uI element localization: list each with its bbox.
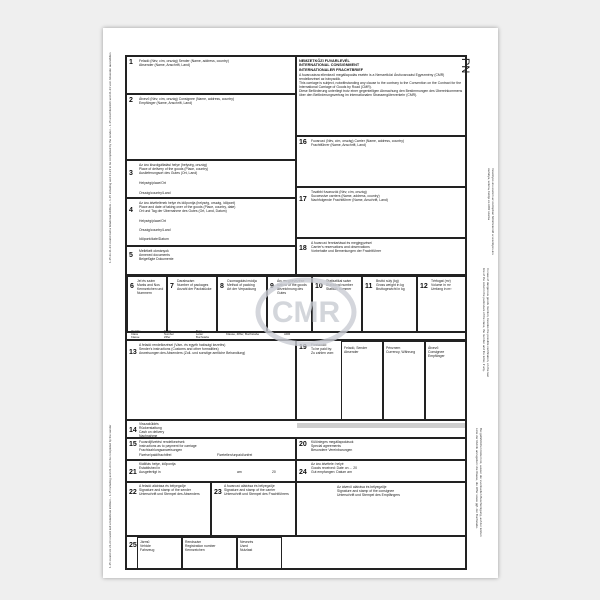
box-12-volume[interactable] [417,276,467,332]
box-18-reservations[interactable] [296,238,466,275]
box-19-to-be-paid[interactable] [296,340,466,420]
vehicle-col[interactable] [137,537,182,570]
adr-label: ADR [284,332,291,336]
right-margin-top-text: Veszélyes áru esetén az oszlopban feltüntetendő a veszélyes áru osztálya, száma, betűje és ADR száma [487,168,495,255]
box-number: 15 [129,441,137,448]
form-legal-text: A fuvarozásra ellenkező megállapodás esetén is a Nemzetközi Árufuvarozási Egyezmény (CMR) rendelkezései az irányadók. This carriage is subject, notwithstanding any clause to the contrary to the Convention on the Contract for the International Carriage of Goods by Road (CMR). Diese Beförderung unterliegt trotz einer gegenteiligen Abmachung den Bestimmungen des Übereinkommens über den Beförderungsvertrag im internationalen Strassengüterverkehr (CMR). [299,73,463,97]
box-number: 3 [129,170,133,177]
box-label: Mellékelt okmányok Annexed documents Beigefügte Dokumente [139,249,174,261]
box-label: Térfogat (m³) Volume in m³ Umfang in m³ [431,279,452,291]
box-22-sender-signature[interactable] [126,482,211,536]
col-label: Rendszám Registration number Kennzeichen [185,540,216,552]
country-line: Ország/country/Land [139,191,171,195]
box-number: 17 [299,196,307,203]
cmr-form [125,55,467,570]
box-label: További fuvarozók (Név, cím, ország) Successive carriers (Name, address, country) Nachfolgende Frachtführer (Name, Anschrift, Land) [311,190,388,202]
unpaid-option[interactable]: Fizetetlen/unpaid/unfrei [217,453,253,457]
box-14-cash-on-delivery[interactable] [126,420,466,438]
left-margin-top-text: 1-15 és 21-23 rovatot kell a feladónak kitölteni – 1-15 including and 21-23 to be completed by the sender – 1-15 einschliesslich und 21-23 vom Absender auszufüllen [108,52,112,263]
box-label: Kiállítás helye, időpontja Established in Ausgefertigt in [139,462,176,474]
box-16-carrier[interactable] [296,136,466,187]
right-margin-bottom-text: In case of dangerous goods mention, besides the possible certification, on the last line of the column the particulars of the class, the number and the letter, if any. [482,268,490,377]
box-label: Az áru kiszolgáltatási helye (helység, ország) Place of delivery of the goods (Place, country) Auslieferungsort des Gutes (Ort, Land) [139,163,209,175]
box-header [296,56,466,136]
box-label: Feladó (Név, cím, ország) Sender (Name, address, country) Absender (Name, Anschrift, Land) [139,59,229,67]
box-label: Különleges megállapodások Special agreements Besondere Vereinbarungen [311,440,354,452]
box-label: Fizetendő: To be paid by: Zu zahlen vom: [311,343,335,355]
box-number: 20 [299,441,307,448]
watermark-text: CMR [271,296,341,329]
box-label: A feladó aláírása és bélyegzője Signature and stamp of the sender Unterschrift und Stempel des Absenders [139,484,200,496]
box-20-special-agreements[interactable] [296,438,466,460]
col-label: Átvevő Consignee Empfänger [428,346,445,358]
left-margin-bottom-text: 1-15 rovatot és 21-23 rovatot kell a feladónak kitölteni – 1-15 including and 21-23 to be completed by the sender [108,424,112,568]
box-label: Visszaküldés Rückerstattung Cash on delivery Nachnahme [139,422,165,438]
cmr-sheet [103,28,498,578]
box-number: 12 [420,283,428,290]
box-label: A fuvarozó fenntartásai és megjegyzései Carrier's reservations and observations Vorbehalte und Bemerkungen der Frachtführer [311,241,382,253]
adr-number: Szám Number Ziffer [164,329,174,340]
box-24-goods-received[interactable] [296,460,466,482]
box-number: 5 [129,252,133,259]
box-label: Bruttó súly (kg) Gross weight in kg Bruttogewicht in kg [376,279,405,291]
box-number: 19 [299,344,307,351]
box-number: 9 [270,283,274,290]
am-label: am [237,470,242,474]
box-label: Fuvarozó (Név, cím, ország) Carrier (Name, address, country) Frachtführer (Name, Anschrift, Land) [311,139,405,147]
registration-col[interactable] [182,537,237,570]
box-label: Az átvevő aláírása és bélyegzője Signature and stamp of the consignee Unterschrift und Stempel des Empfängers [337,485,400,497]
box-number: 7 [170,283,174,290]
box-label: Darabszám Number of packages Anzahl der Packstücke [177,279,212,291]
paid-option[interactable]: Fizetve/paid/frachtfrei [139,453,172,457]
box-2-consignee[interactable] [126,94,296,160]
date-year: 20 [272,470,276,474]
used-col[interactable] [237,537,282,570]
cmr-watermark [256,276,356,348]
box-6-marks[interactable] [127,276,167,332]
box-25-vehicle [126,536,466,569]
box-1-sender[interactable] [126,56,296,94]
payment-col-sender [341,341,383,421]
col-label: Jármű Vehicle Fahrzeug [140,540,155,552]
box-4-taking-over[interactable] [126,198,296,246]
box-label: A fuvarozó aláírása és bélyegzője Signature and stamp of the carrier Unterschrift und Stempel des Frachtführers [224,484,289,496]
box-13-sender-instructions[interactable] [126,340,296,420]
box-number: 13 [129,349,137,356]
box-label: Az áru átvételének helye és időpontja (helység, ország, időpont) Place and date of taking over of the goods (Place, country, date) Ort und Tag der Übernahme des Gutes (Ort, Land, Datum) [139,201,236,213]
box-5-annexed-documents[interactable] [126,246,296,275]
doc-code: PN [459,58,471,74]
place-line: Helység/place/Ort [139,219,166,223]
country-line: Ország/country/Land [139,228,171,232]
box-11-gross-weight[interactable] [362,276,417,332]
box-number: 8 [220,283,224,290]
box-number: 23 [214,489,222,496]
box-number: 4 [129,207,133,214]
box-label: Az áru átvétele: helyé Goods received: Date on ... 20 Gut empfangen: Datum am [311,462,357,474]
box-label: Átvevő (Név, cím, ország) Consignee (Name, address, country) Empfänger (Name, Anschrift, Land) [139,97,235,105]
box-number: 16 [299,139,307,146]
box-label: Jel és szám Marks and Nos Kennzeichen und Nummern [137,279,164,295]
box-7-packages[interactable] [167,276,217,332]
box-17-successive-carriers[interactable] [296,187,466,238]
consignee-signature[interactable] [296,482,466,536]
box-label: Áru megnevezése Nature of the goods Bezeichnung des Gutes [277,279,307,295]
box-label: Statisztikai szám Statistical number Statistik nummer [326,279,353,291]
box-number: 25 [129,542,137,549]
col-label: Nevezés Used Nutzlast [240,540,254,552]
box-number: 10 [315,283,323,290]
right-margin-bottom-text-de: Bei gefährlichen Gütern ist, ausser der eventuellen Bescheinigung, auf der letzten Linie der Rubrik anzugeben: die Klasse, die Ziffer sowie ggf. der Buchstabe. [475,428,483,537]
box-number: 18 [299,245,307,252]
adr-buchstabe: Klasse, Ziffer, Buchstabe [226,332,260,336]
col-label: Feladó, Sender Absender [344,346,368,354]
date-line: Időpont/date/Datum [139,237,169,241]
box-15-payment-instructions[interactable] [126,438,296,460]
payment-col-currency [383,341,425,421]
place-line: Helység/place/Ort [139,181,166,185]
payment-col-consignee [425,341,467,421]
box-number: 24 [299,469,307,476]
box-number: 6 [130,283,134,290]
box-number: 21 [129,469,137,476]
box-number: 2 [129,97,133,104]
box-3-place-of-delivery[interactable] [126,160,296,198]
box-23-carrier-signature[interactable] [211,482,296,536]
box-number: 1 [129,59,133,66]
box-number: 22 [129,489,137,496]
box-number: 14 [129,427,137,434]
box-number: 11 [365,283,373,290]
col-label: Pénznem Currency, Währung [386,346,416,354]
form-title: NEMZETKÖZI FUVARLEVÉL INTERNATIONAL CONSIGNMENT INTERNATIONALER FRACHTBRIEF [299,59,364,72]
box-label: Csomagolási módja Method of packing Art der Verpackung [227,279,257,291]
box-label: A feladó rendelkezései (Vám- és egyéb hatósági kezelés) Sender's instructions (Customs and other formalities) Anweisungen des Absenders (Zoll- und sonstige amtliche Behandlung) [139,343,246,355]
box-21-established-in[interactable] [126,460,296,482]
adr-class: Osztály Class Klasse [131,329,141,340]
box-label: Fuvardíjfizetési rendelkezések Instructions as to payment for carriage Frachtzahlungsanweisungen [139,440,197,452]
adr-letter: Betű Letter Buchstabe [196,329,210,340]
cod-shaded-area [297,423,465,428]
